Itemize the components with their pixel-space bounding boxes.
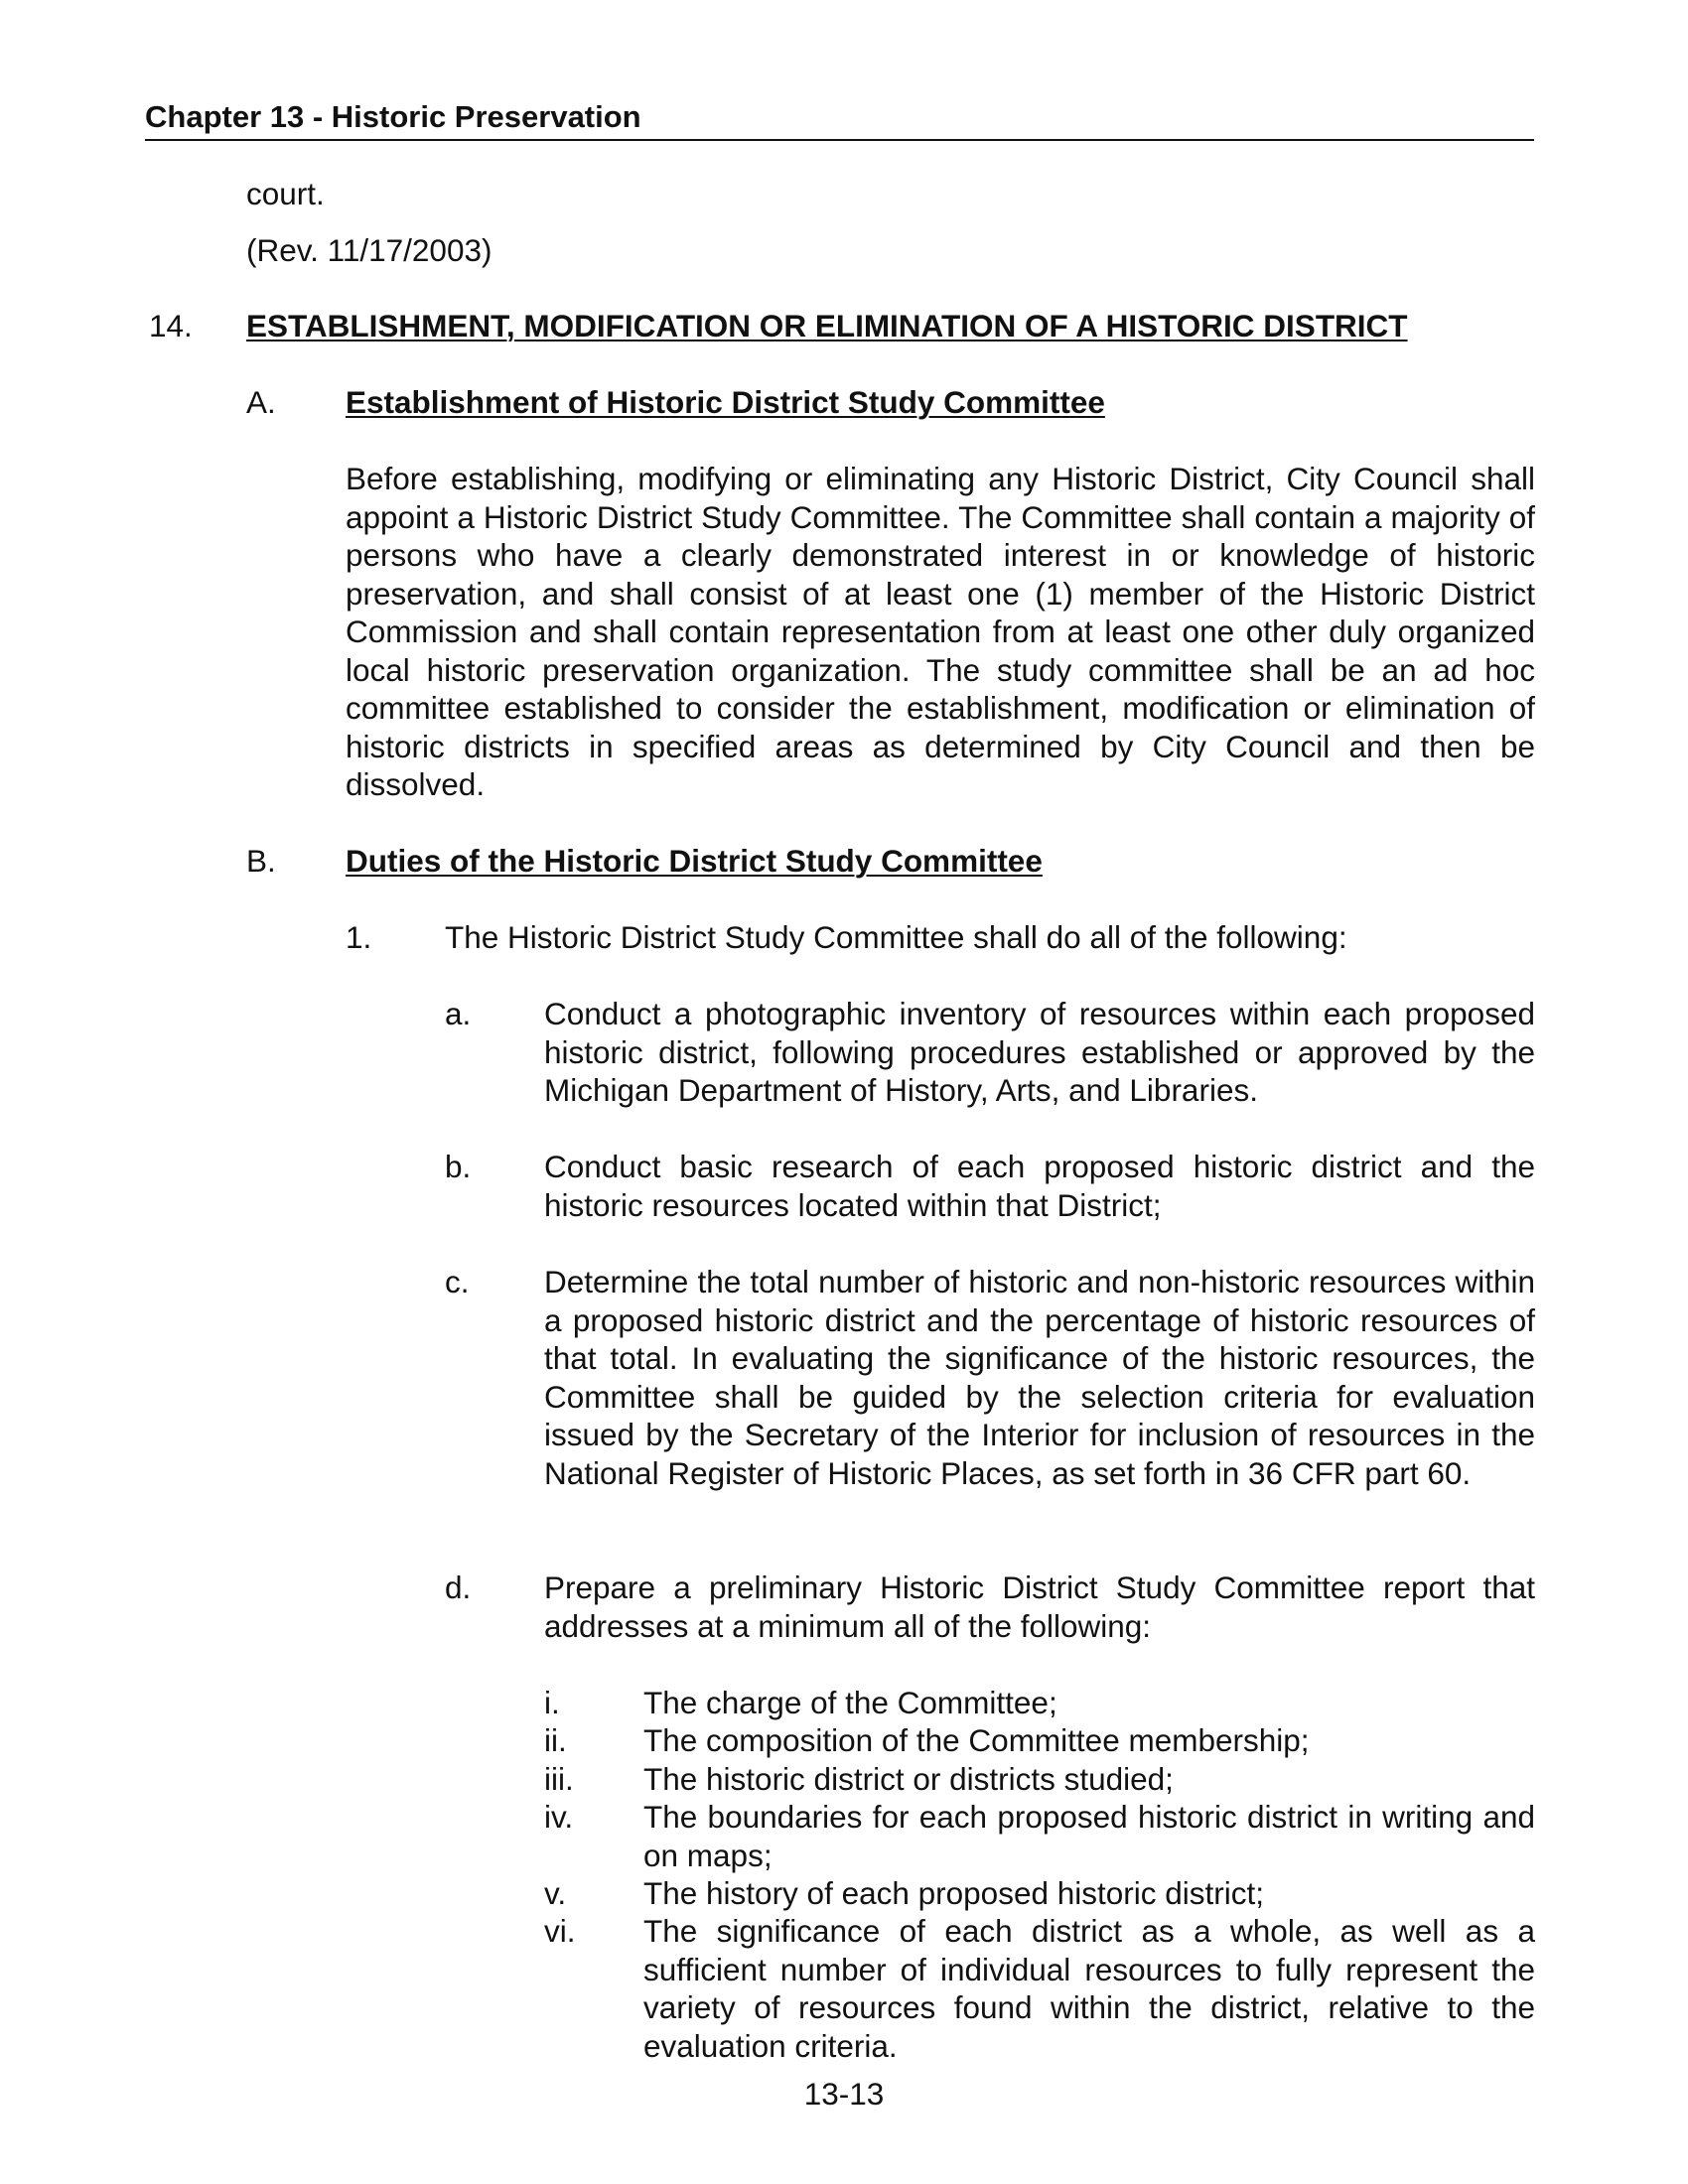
subsection-b-title: Duties of the Historic District Study Committee xyxy=(346,843,1043,879)
item-a-text: Conduct a photographic inventory of resources within each proposed historic district, following procedures established or approved by the Michigan Department of History, Arts, and Libraries. xyxy=(544,996,1535,1108)
item-d-text: Prepare a preliminary Historic District Study Committee report that addresses at a minimum all of the following: xyxy=(544,1570,1535,1644)
revision-note: (Rev. 11/17/2003) xyxy=(246,232,492,268)
subitem-vi-numeral: vi. xyxy=(544,1913,576,1949)
subitem-ii-text: The composition of the Committee membership; xyxy=(643,1722,1310,1758)
subitem-i-numeral: i. xyxy=(544,1685,560,1720)
subsection-a-title: Establishment of Historic District Study Committee xyxy=(346,384,1105,420)
subitem-v-text: The history of each proposed historic district; xyxy=(643,1875,1265,1911)
chapter-title: Chapter 13 - Historic Preservation xyxy=(145,99,641,134)
subitem-ii-numeral: ii. xyxy=(544,1722,567,1758)
subsection-b-letter: B. xyxy=(246,843,276,879)
item-c-text: Determine the total number of historic and non-historic resources within a proposed historic district and the percentage of historic resources of that total. In evaluating the significance of the historic resources, the Committee shall be guided by the selection criteria for evaluation issued by the Secretary of the Interior for inclusion of resources in the National Register of Historic Places, as set forth in 36 CFR part 60. xyxy=(544,1264,1535,1491)
subsection-a-letter: A. xyxy=(246,384,276,420)
item-1-text: The Historic District Study Committee shall do all of the following: xyxy=(445,919,1347,955)
page-header xyxy=(145,97,1534,141)
item-d-letter: d. xyxy=(445,1570,472,1605)
item-1-number: 1. xyxy=(346,919,372,955)
subitem-vi-text: The significance of each district as a whole, as well as a sufficient number of individual resources to fully represent the variety of resources found within the district, relative to the evaluation criteria. xyxy=(643,1913,1535,2064)
item-a-letter: a. xyxy=(445,996,472,1031)
subitem-iv-text: The boundaries for each proposed historic district in writing and on maps; xyxy=(643,1799,1535,1873)
subitem-iii-text: The historic district or districts studied; xyxy=(643,1761,1174,1797)
continuation-text: court. xyxy=(246,176,325,211)
page-number: 13-13 xyxy=(803,2076,885,2112)
subitem-iv-numeral: iv. xyxy=(544,1799,574,1835)
section-title: ESTABLISHMENT, MODIFICATION OR ELIMINATION OF A HISTORIC DISTRICT xyxy=(246,308,1408,343)
section-number: 14. xyxy=(149,308,193,343)
subitem-i-text: The charge of the Committee; xyxy=(643,1685,1057,1720)
item-b-text: Conduct basic research of each proposed historic district and the historic resources located within that District; xyxy=(544,1149,1535,1223)
subitem-iii-numeral: iii. xyxy=(544,1761,574,1797)
subitem-v-numeral: v. xyxy=(544,1875,567,1911)
item-b-letter: b. xyxy=(445,1149,472,1184)
subsection-a-body: Before establishing, modifying or eliminating any Historic District, City Council shall appoint a Historic District Study Committee. The Committee shall contain a majority of persons who have a clearly demonstrated interest in or knowledge of historic preservation, and shall consist of at least one (1) member of the Historic District Commission and shall contain representation from at least one other duly organized local historic preservation organization. The study committee shall be an ad hoc committee established to consider the establishment, modification or elimination of historic districts in specified areas as determined by City Council and then be dissolved. xyxy=(346,461,1535,802)
item-c-letter: c. xyxy=(445,1264,470,1299)
